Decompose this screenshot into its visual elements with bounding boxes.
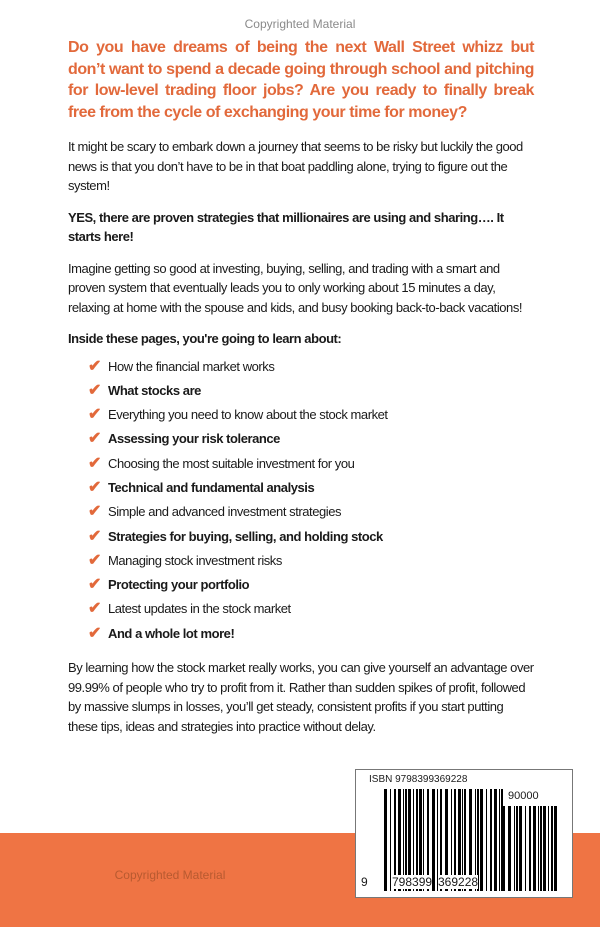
check-icon: ✔ <box>88 454 101 472</box>
barcode-bar <box>384 789 387 891</box>
list-item-text: Everything you need to know about the stock market <box>108 407 388 423</box>
list-item-text: Assessing your risk tolerance <box>108 431 280 447</box>
check-icon: ✔ <box>88 551 101 569</box>
barcode-bar <box>486 789 487 891</box>
list-item-text: Managing stock investment risks <box>108 552 282 568</box>
barcode-digits-left: 798399 <box>392 875 433 889</box>
proven-strategies-paragraph: YES, there are proven strategies that millionaires are using and sharing…. It starts here! <box>68 209 504 244</box>
barcode-bar <box>529 806 531 891</box>
check-icon: ✔ <box>88 624 101 642</box>
barcode-bar <box>508 806 511 891</box>
barcode-digit-first: 9 <box>361 875 368 889</box>
check-icon: ✔ <box>88 406 101 424</box>
barcode-bar <box>494 789 497 891</box>
list-item <box>68 452 534 476</box>
list-item <box>68 622 534 646</box>
barcode-bar <box>390 789 391 891</box>
check-icon: ✔ <box>88 381 101 399</box>
barcode-bar <box>480 789 483 891</box>
list-item <box>68 525 534 549</box>
list-item-text: Technical and fundamental analysis <box>108 479 315 495</box>
list-item <box>68 597 534 621</box>
list-item <box>68 427 534 451</box>
list-item <box>68 500 534 524</box>
list-item-text: Protecting your portfolio <box>108 577 250 593</box>
check-icon: ✔ <box>88 430 101 448</box>
barcode-bar <box>548 806 549 891</box>
addon-barcode-bars <box>503 806 558 891</box>
list-item <box>68 403 534 427</box>
check-icon: ✔ <box>88 600 101 618</box>
list-item-text: Strategies for buying, selling, and holding stock <box>108 528 383 544</box>
check-icon: ✔ <box>88 478 101 496</box>
barcode-bar <box>538 806 539 891</box>
copyright-watermark: Copyrighted Material <box>244 17 356 31</box>
list-item-text: And a whole lot more! <box>108 625 235 641</box>
isbn-label: ISBN 9798399369228 <box>369 774 468 785</box>
barcode-bar <box>540 806 542 891</box>
topics-list <box>68 355 534 647</box>
barcode-bar <box>533 806 536 891</box>
check-icon: ✔ <box>88 527 101 545</box>
check-icon: ✔ <box>88 357 101 375</box>
list-item-text: What stocks are <box>108 382 201 398</box>
headline: Do you have dreams of being the next Wall Street whizz but don’t want to spend a decade going through school and pitching for low-level trading floor jobs? Are you ready to finally break free from the cycle of exchanging your time for money? <box>68 39 534 121</box>
barcode-bar <box>514 806 515 891</box>
list-item-text: Simple and advanced investment strategies <box>108 504 342 520</box>
barcode-bar <box>543 806 546 891</box>
list-item <box>68 476 534 500</box>
check-icon: ✔ <box>88 503 101 521</box>
imagine-paragraph: Imagine getting so good at investing, buying, selling, and trading with a smart and proven system that eventually leads you to only working about 15 minutes a day, relaxing at home with the spouse and kids, and busy booking back-to-back vacations! <box>68 260 523 315</box>
list-item <box>68 355 534 379</box>
list-intro: Inside these pages, you're going to learn about: <box>68 331 342 346</box>
barcode-bar <box>554 806 557 891</box>
barcode-bar <box>503 806 505 891</box>
list-item-text: How the financial market works <box>108 358 275 374</box>
barcode-digits-right: 369228 <box>438 875 479 889</box>
list-item-text: Latest updates in the stock market <box>108 601 291 617</box>
list-item <box>68 379 534 403</box>
price-addon-code: 90000 <box>508 790 539 802</box>
barcode-bar <box>525 806 526 891</box>
barcode-bar <box>551 806 553 891</box>
list-item <box>68 549 534 573</box>
barcode-bar <box>490 789 492 891</box>
list-item-text: Choosing the most suitable investment for you <box>108 455 355 471</box>
barcode-bar <box>519 806 522 891</box>
list-item <box>68 573 534 597</box>
barcode-bar <box>516 806 518 891</box>
barcode-bar <box>499 789 500 891</box>
copyright-watermark-bottom: Copyrighted Material <box>114 868 226 882</box>
isbn-barcode <box>355 769 573 898</box>
text-column <box>68 37 534 736</box>
intro-paragraph: It might be scary to embark down a journey that seems to be risky but luckily the good news is that you don’t have to be in that boat paddling alone, trying to figure out the system! <box>68 139 523 193</box>
barcode-bar <box>432 789 435 891</box>
closing-paragraph: By learning how the stock market really works, you can give yourself an advantage over 99.99% of people who try to profit from it. Rather than sudden spikes of profit, followed by massive slumps in losses, you’ll get steady, consistent profits if you start putting these tips, ideas and strategies into practice without delay. <box>68 660 534 734</box>
check-icon: ✔ <box>88 576 101 594</box>
